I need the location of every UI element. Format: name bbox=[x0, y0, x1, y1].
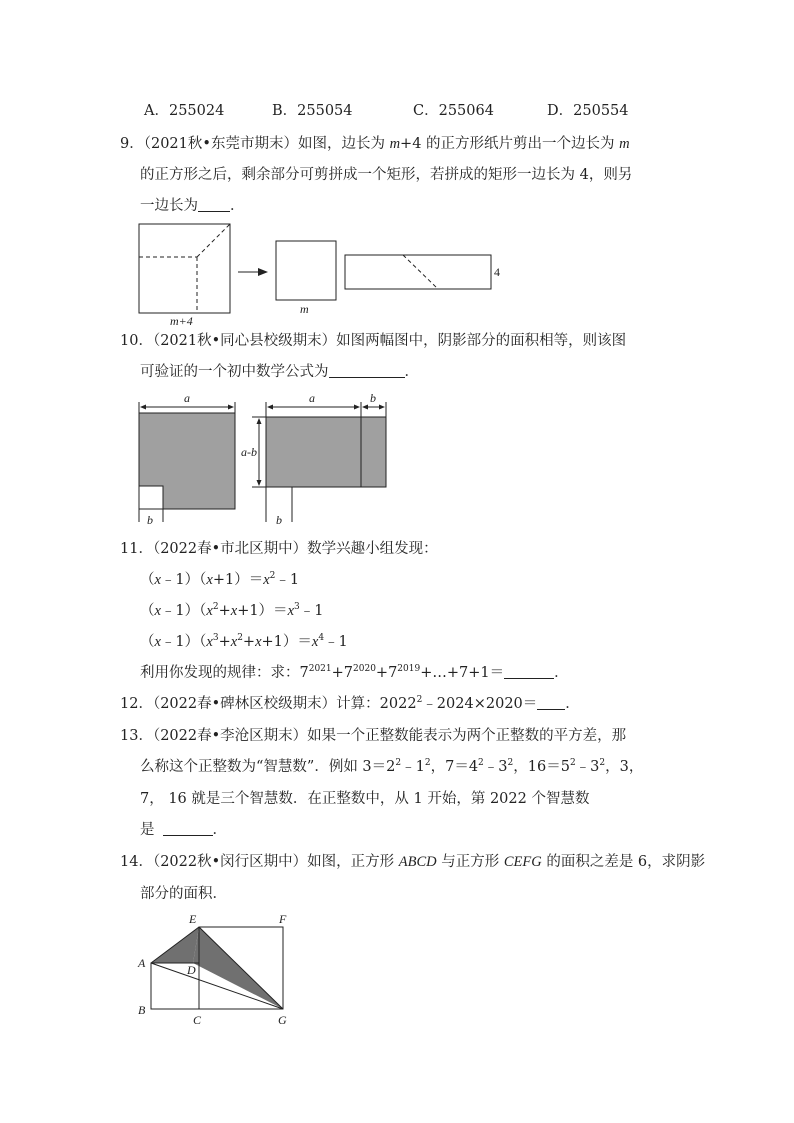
var-m: m bbox=[389, 136, 401, 152]
exponent: 4 bbox=[318, 633, 325, 643]
q10-text: 可验证的一个初中数学公式为 bbox=[140, 364, 329, 380]
q13-text: ，16＝5 bbox=[513, 759, 570, 775]
exponent: 2020 bbox=[353, 664, 376, 674]
option-label: B． bbox=[272, 103, 298, 119]
label-b: b bbox=[276, 513, 282, 527]
q12-text: ． bbox=[565, 696, 580, 712]
point-a-label: A bbox=[138, 956, 146, 970]
option-value: 250554 bbox=[573, 103, 629, 119]
var-x: x bbox=[154, 572, 161, 588]
eq-text: ﹣1）（ bbox=[160, 603, 207, 619]
eq-text: +1）＝ bbox=[212, 572, 264, 588]
q10-text: ． bbox=[404, 364, 419, 380]
question-number: 11． bbox=[120, 541, 153, 557]
exponent: 2019 bbox=[397, 664, 421, 674]
label-a-minus-b: a-b bbox=[241, 445, 257, 459]
point-c-label: C bbox=[193, 1013, 202, 1027]
task-text: ． bbox=[554, 665, 569, 681]
label-m-plus-4: m+4 bbox=[170, 314, 193, 328]
label-cefg: CEFG bbox=[503, 854, 542, 870]
exponent: 2 bbox=[269, 571, 276, 581]
option-value: 255054 bbox=[297, 103, 353, 119]
q13-text: ，7＝4 bbox=[430, 759, 479, 775]
eq-text: + bbox=[218, 603, 231, 619]
q12-text: ﹣2024×2020＝ bbox=[422, 696, 538, 712]
point-g-label: G bbox=[278, 1013, 287, 1027]
exponent: 3 bbox=[212, 633, 219, 643]
var-x: x bbox=[230, 634, 238, 650]
q13-text: ，3， bbox=[605, 759, 644, 775]
q10-text: 如图两幅图中，阴影部分的面积相等，则该图 bbox=[336, 333, 627, 349]
exponent: 2 bbox=[416, 695, 423, 705]
q9-text: +4 的正方形纸片剪出一个边长为 bbox=[400, 136, 620, 152]
label-a: a bbox=[184, 391, 190, 405]
question-number: 9． bbox=[120, 136, 144, 152]
q12-text: 计算：2022 bbox=[336, 696, 417, 712]
question-source: （2022春•李沧区期末） bbox=[152, 728, 308, 744]
option-value: 255024 bbox=[168, 103, 225, 119]
q13-text: 么称这个正整数为“智慧数”．例如 3＝2 bbox=[140, 759, 396, 775]
label-b: b bbox=[370, 391, 376, 405]
point-e-label: E bbox=[189, 912, 197, 926]
exponent: 3 bbox=[294, 602, 300, 612]
exponent: 2 bbox=[507, 758, 514, 768]
exponent: 2 bbox=[424, 758, 431, 768]
q9-text: 一边长为 bbox=[140, 198, 198, 214]
q9-text: 如图，边长为 bbox=[297, 136, 390, 152]
q13-text: ﹣3 bbox=[575, 759, 600, 775]
shaded-triangle-main bbox=[193, 927, 283, 1009]
label-b: b bbox=[147, 513, 153, 527]
option-label: C． bbox=[413, 103, 439, 119]
q14-text: 如图，正方形 bbox=[307, 854, 399, 870]
question-number: 10． bbox=[120, 333, 153, 349]
eq-text: + bbox=[242, 634, 256, 650]
task-text: +7 bbox=[375, 665, 398, 681]
question-source: （2021秋•同心县校级期末） bbox=[152, 333, 337, 349]
eq-text: ﹣1）（ bbox=[160, 634, 207, 650]
var-m: m bbox=[619, 136, 630, 152]
exponent: 2 bbox=[569, 758, 576, 768]
eq-text: ﹣1 bbox=[299, 603, 324, 619]
task-text: +7 bbox=[331, 665, 354, 681]
var-x: x bbox=[230, 603, 238, 619]
var-x: x bbox=[206, 634, 213, 650]
var-x: x bbox=[263, 572, 270, 588]
var-x: x bbox=[255, 634, 262, 650]
q9-text: ． bbox=[230, 198, 245, 214]
q13-text: ﹣3 bbox=[483, 759, 508, 775]
point-b-label: B bbox=[138, 1003, 146, 1017]
q13-text: ． bbox=[212, 822, 227, 838]
label-abcd: ABCD bbox=[398, 854, 437, 870]
question-source: （2022春•市北区期中） bbox=[152, 541, 308, 557]
label-m: m bbox=[300, 302, 309, 316]
exponent: 2 bbox=[395, 758, 402, 768]
task-text: +…+7+1＝ bbox=[420, 665, 505, 681]
option-label: A． bbox=[144, 103, 169, 119]
q13-text: 7， 16 就是三个智慧数．在正整数中，从 1 开始，第 2022 个智慧数 bbox=[140, 791, 590, 807]
q13-text: ﹣1 bbox=[401, 759, 425, 775]
question-number: 12． bbox=[120, 696, 153, 712]
var-x: x bbox=[154, 603, 161, 619]
q14-text: 与正方形 bbox=[436, 854, 504, 870]
exponent: 2 bbox=[237, 633, 243, 643]
eq-text: （ bbox=[140, 572, 155, 588]
task-text: 利用你发现的规律：求：7 bbox=[140, 665, 309, 681]
q9-text: 的正方形之后，剩余部分可剪拼成一个矩形，若拼成的矩形一边长为 4，则另 bbox=[140, 167, 633, 183]
eq-text: ﹣1 bbox=[275, 572, 300, 588]
eq-text: （ bbox=[140, 634, 155, 650]
q13-text: 如果一个正整数能表示为两个正整数的平方差，那 bbox=[307, 728, 627, 744]
q11-text: 数学兴趣小组发现： bbox=[307, 541, 438, 557]
point-f-label: F bbox=[279, 912, 287, 926]
exponent: 2 bbox=[478, 758, 484, 768]
exponent: 2021 bbox=[308, 664, 332, 674]
var-x: x bbox=[287, 603, 294, 619]
label-4: 4 bbox=[494, 265, 500, 279]
exponent: 2 bbox=[212, 602, 219, 612]
question-source: （2022春•碑林区校级期末） bbox=[152, 696, 337, 712]
eq-text: ﹣1）（ bbox=[160, 572, 207, 588]
exponent: 2 bbox=[599, 758, 606, 768]
eq-text: ﹣1 bbox=[324, 634, 348, 650]
eq-text: + bbox=[218, 634, 231, 650]
question-source: （2021秋•东莞市期末） bbox=[143, 136, 298, 152]
q14-text: 部分的面积． bbox=[140, 886, 227, 902]
question-number: 14． bbox=[120, 854, 153, 870]
var-x: x bbox=[154, 634, 161, 650]
question-source: （2022秋•闵行区期中） bbox=[152, 854, 308, 870]
q13-text: 是 bbox=[140, 822, 155, 838]
var-x: x bbox=[206, 572, 213, 588]
var-x: x bbox=[311, 634, 319, 650]
q14-text: 的面积之差是 6，求阴影 bbox=[541, 854, 706, 870]
point-d-label: D bbox=[187, 963, 196, 977]
var-x: x bbox=[206, 603, 213, 619]
label-a: a bbox=[309, 391, 315, 405]
eq-text: +1）＝ bbox=[237, 603, 288, 619]
question-number: 13． bbox=[120, 728, 153, 744]
eq-text: （ bbox=[140, 603, 155, 619]
option-label: D． bbox=[547, 103, 574, 119]
eq-text: +1）＝ bbox=[261, 634, 312, 650]
option-value: 255064 bbox=[438, 103, 494, 119]
